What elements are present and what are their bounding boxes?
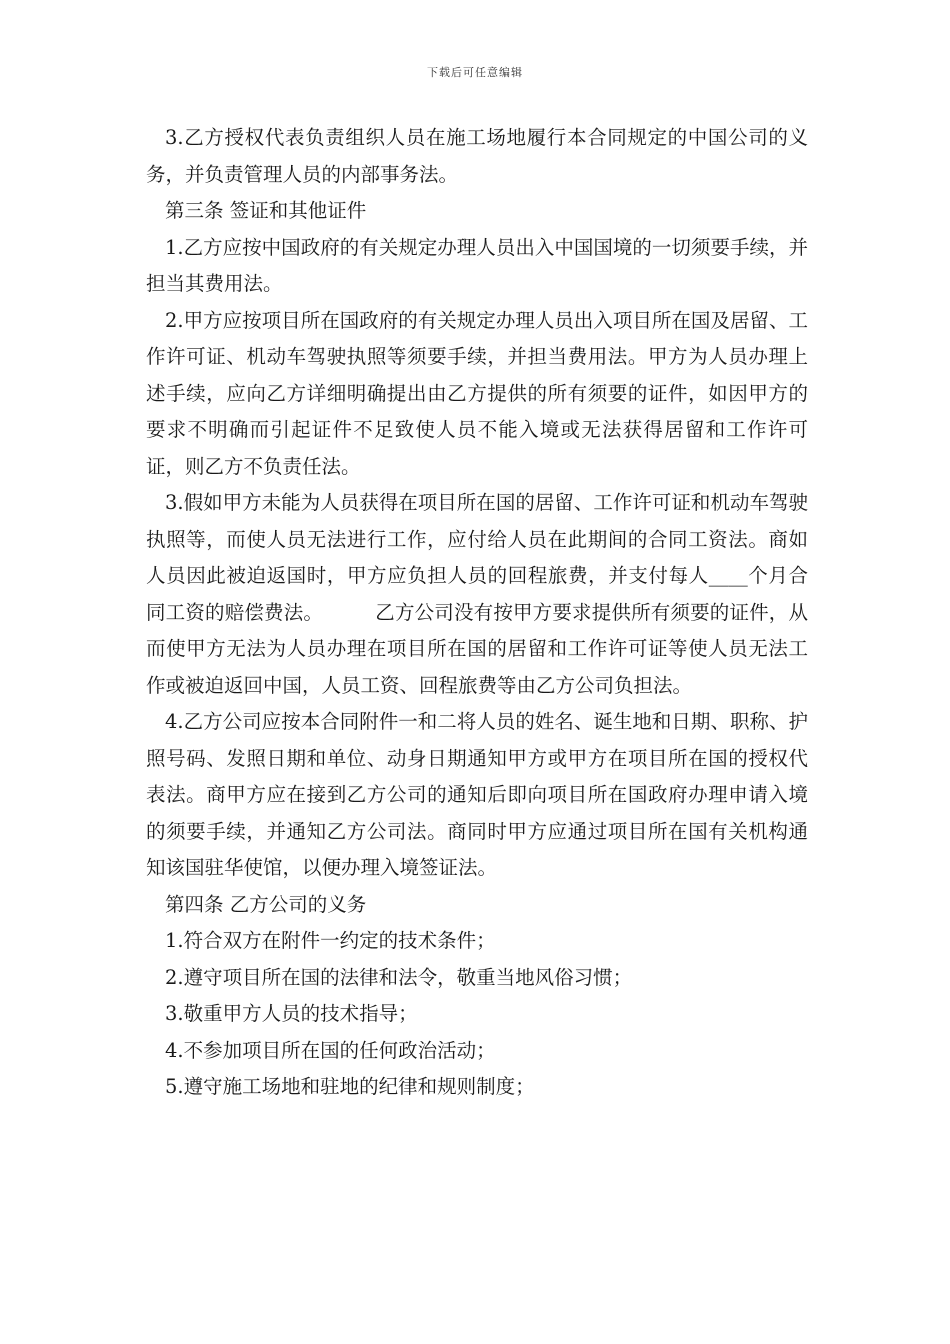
paragraph-article-4-item-3: 3.敬重甲方人员的技术指导； — [165, 1002, 418, 1025]
document-body — [146, 120, 808, 1106]
paragraph-article-4-item-2: 2.遵守项目所在国的法律和法令，敬重当地风俗习惯； — [165, 965, 633, 989]
paragraph-article-3-item-2: 2.甲方应按项目所在国政府的有关规定办理人员出入项目所在国及居留、工作许可证、机动车驾驶执照等须要手续，并担当费用法。甲方为人员办理上述手续，应向乙方详细明确提出由乙方提供的所有须要的证件，如因甲方的要求不明确而引起证件不足致使人员不能入境或无法获得居留和工作许可证，则乙方不负责任法。 — [146, 308, 808, 478]
heading-article-3: 第三条 签证和其他证件 — [165, 199, 367, 222]
paragraph-article-3-item-1: 1.乙方应按中国政府的有关规定办理人员出入中国国境的一切须要手续，并担当其费用法。 — [146, 235, 808, 295]
paragraph-article-3-item-4: 4.乙方公司应按本合同附件一和二将人员的姓名、诞生地和日期、职称、护照号码、发照日期和单位、动身日期通知甲方或甲方在项目所在国的授权代表法。商甲方应在接到乙方公司的通知后即向项目所在国政府办理申请入境的须要手续，并通知乙方公司法。商同时甲方应通过项目所在国有关机构通知该国驻华使馆，以便办理入境签证法。 — [146, 710, 808, 879]
paragraph-article-4-item-1: 1.符合双方在附件一约定的技术条件； — [165, 929, 496, 952]
page-header: 下载后可任意编辑 — [427, 66, 523, 79]
paragraph-article-2-item-3: 3.乙方授权代表负责组织人员在施工场地履行本合同规定的中国公司的义务，并负责管理人员的内部事务法。 — [146, 126, 808, 186]
paragraph-article-3-item-3 — [146, 485, 808, 704]
paragraph-article-3-item-3-part-2: 乙方公司没有按甲方要求提供所有须要的证件，从而使甲方无法为人员办理在项目所在国的居留和工作许可证等使人员无法工作或被迫返回中国，人员工资、回程旅费等由乙方公司负担法。 — [146, 600, 808, 697]
paragraph-article-4-item-4: 4.不参加项目所在国的任何政治活动； — [165, 1038, 496, 1062]
heading-article-4: 第四条 乙方公司的义务 — [165, 892, 367, 916]
paragraph-article-4-item-5: 5.遵守施工场地和驻地的纪律和规则制度； — [165, 1075, 535, 1098]
paragraph-article-3-item-3-part-1: 3.假如甲方未能为人员获得在项目所在国的居留、工作许可证和机动车驾驶执照等，而使人员无法进行工作，应付给人员在此期间的合同工资法。商如人员因此被迫返国时，甲方应负担人员的回程旅费，并支付每人____个月合同工资的赔偿费法。 — [146, 491, 808, 624]
